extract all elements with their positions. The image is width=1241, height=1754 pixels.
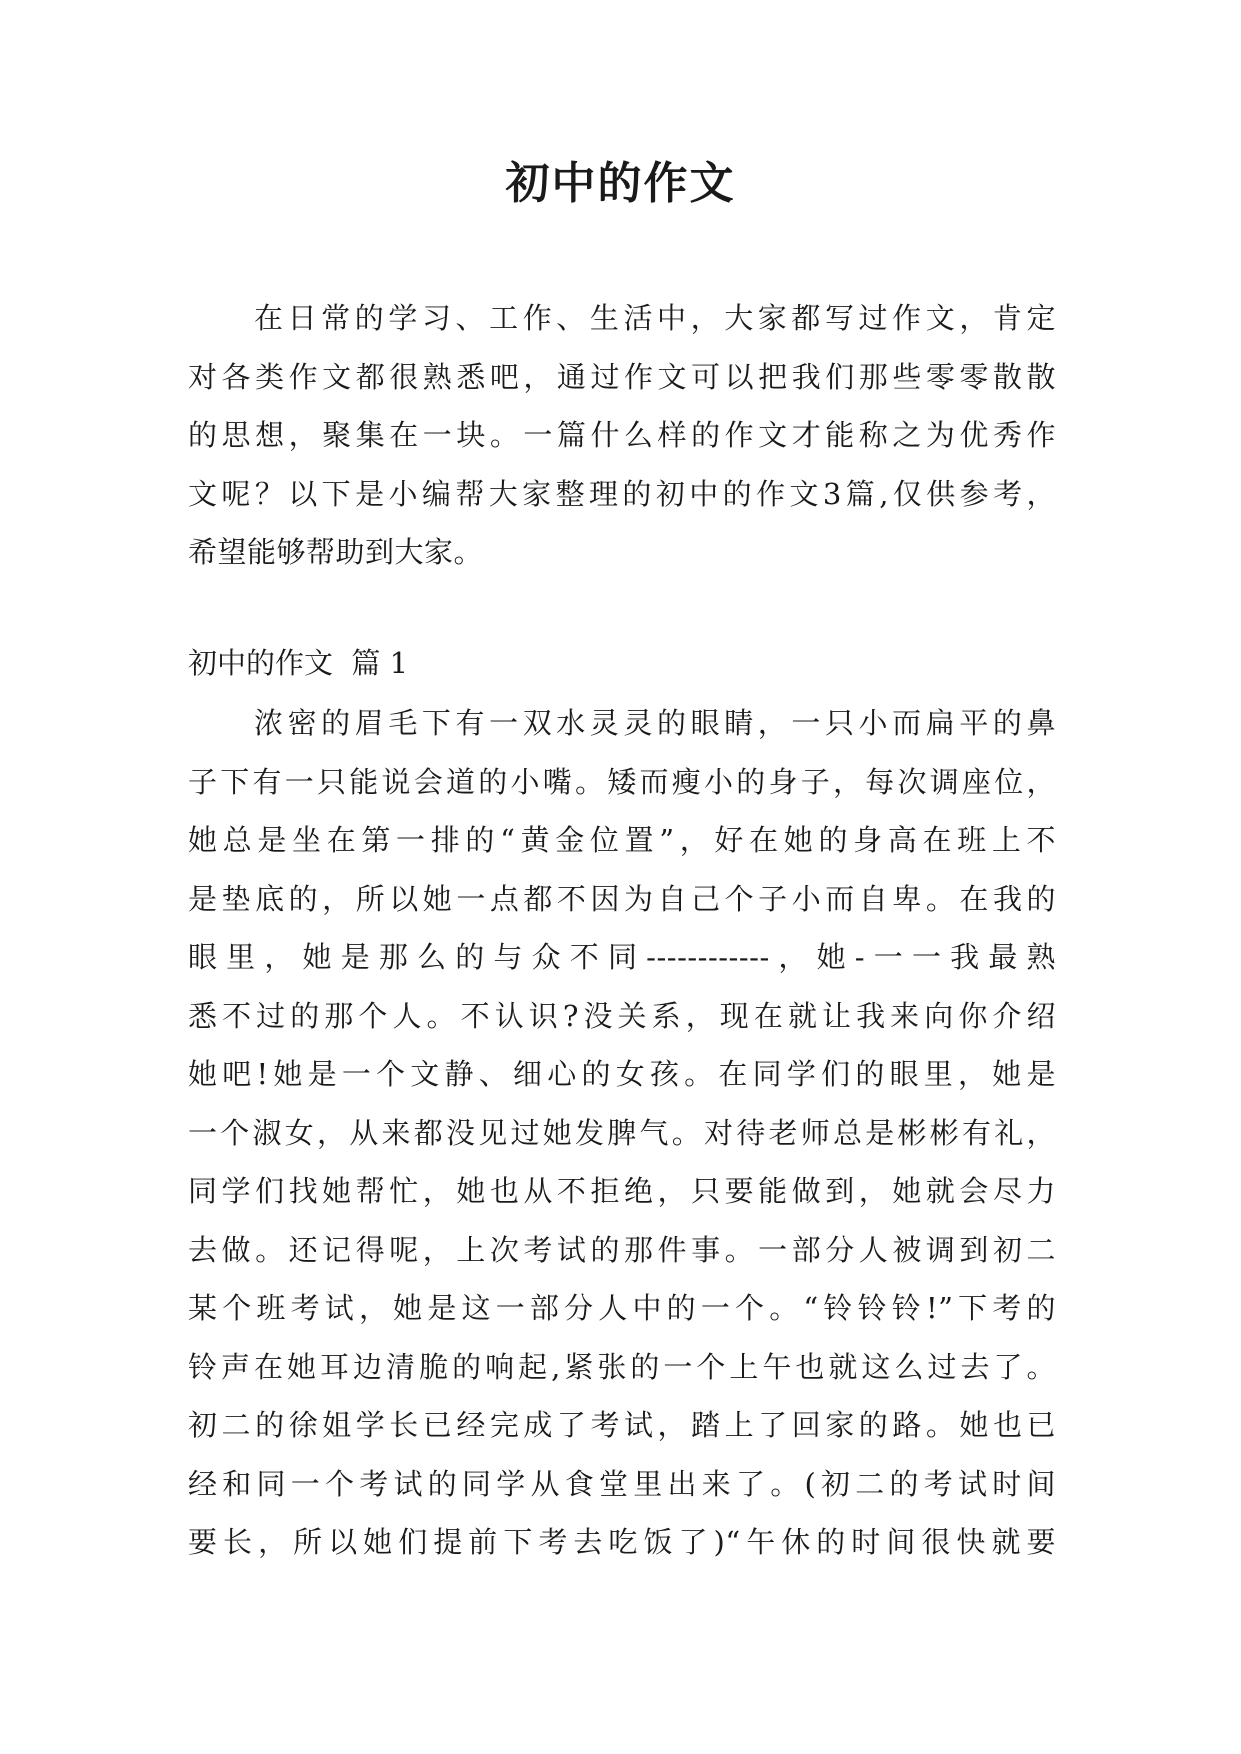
body-line: 铃声在她耳边清脆的响起,紧张的一个上午也就这么过去了。	[188, 1349, 1056, 1384]
body-line: 她吧!她是一个文静、细心的女孩。在同学们的眼里，她是	[188, 1057, 1056, 1091]
body-line: 悉不过的那个人。不认识?没关系，现在就让我来向你介绍	[188, 998, 1056, 1033]
body-line: 眼里，她是那么的与众不同------------，她-一一我最熟	[188, 940, 1056, 974]
body-line: 某个班考试，她是这一部分人中的一个。“铃铃铃!”下考的	[188, 1291, 1056, 1325]
body-line: 去做。还记得呢，上次考试的那件事。一部分人被调到初二	[188, 1232, 1056, 1267]
intro-line: 希望能够帮助到大家。	[188, 535, 484, 569]
intro-line: 对各类作文都很熟悉吧，通过作文可以把我们那些零零散散	[188, 359, 1056, 394]
document-title: 初中的作文	[505, 158, 736, 209]
body-line: 经和同一个考试的同学从食堂里出来了。(初二的考试时间	[188, 1466, 1056, 1501]
body-line: 要长，所以她们提前下考去吃饭了)“午休的时间很快就要	[188, 1525, 1056, 1559]
body-line: 她总是坐在第一排的“黄金位置”，好在她的身高在班上不	[188, 823, 1056, 857]
body-line: 同学们找她帮忙，她也从不拒绝，只要能做到，她就会尽力	[188, 1174, 1056, 1208]
intro-line: 的思想，聚集在一块。一篇什么样的作文才能称之为优秀作	[188, 418, 1056, 452]
intro-paragraph	[188, 289, 1056, 582]
section-heading: 初中的作文 篇 1	[188, 646, 409, 680]
body-line: 是垫底的，所以她一点都不因为自己个子小而自卑。在我的	[188, 881, 1056, 916]
body-line: 一个淑女，从来都没见过她发脾气。对待老师总是彬彬有礼，	[188, 1115, 1056, 1150]
body-line: 初二的徐姐学长已经完成了考试，踏上了回家的路。她也已	[188, 1408, 1056, 1442]
body-line: 子下有一只能说会道的小嘴。矮而瘦小的身子，每次调座位，	[188, 764, 1056, 799]
body-paragraph	[188, 694, 1056, 1572]
body-line: 浓密的眉毛下有一双水灵灵的眼睛，一只小而扁平的鼻	[254, 706, 1056, 740]
intro-line: 文呢？以下是小编帮大家整理的初中的作文3篇,仅供参考，	[188, 476, 1056, 511]
intro-line: 在日常的学习、工作、生活中，大家都写过作文，肯定	[254, 301, 1056, 335]
